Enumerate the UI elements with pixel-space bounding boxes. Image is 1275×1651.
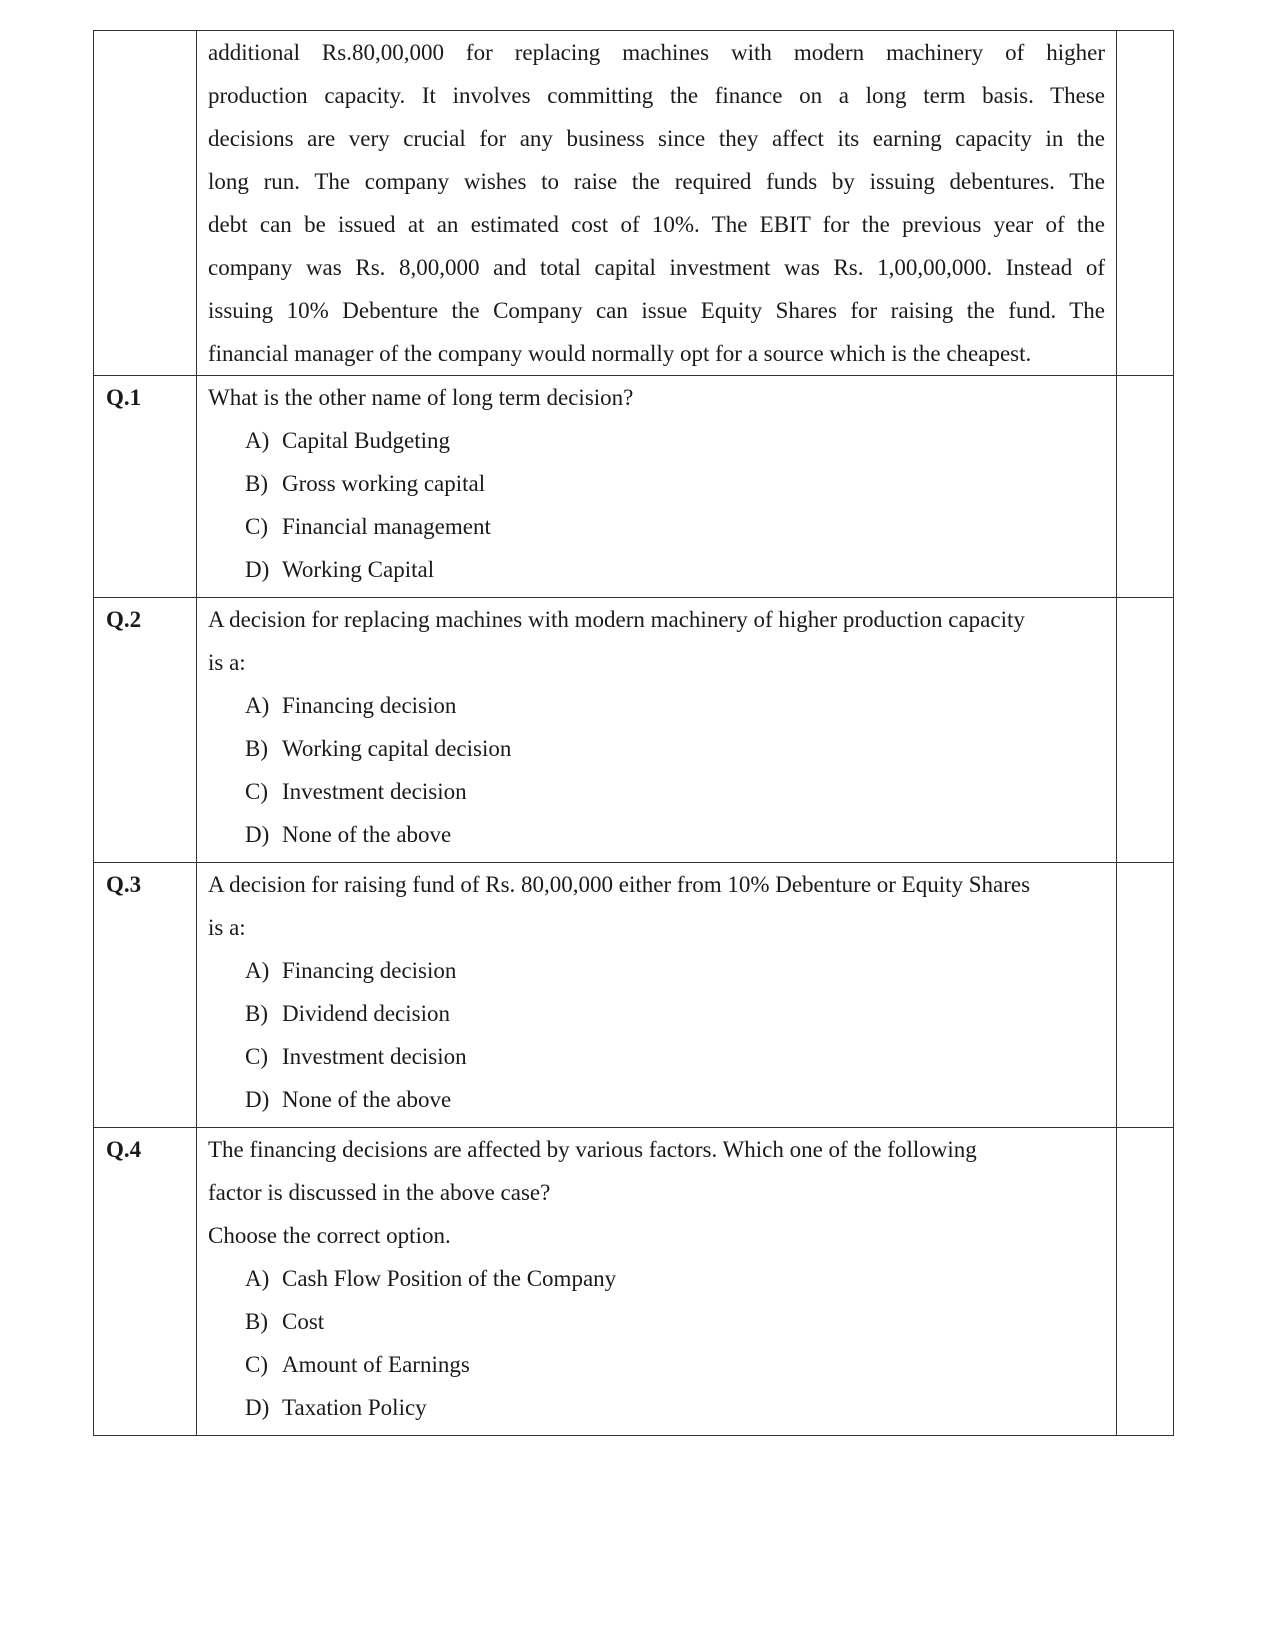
option-a <box>208 1257 1105 1300</box>
option-letter: A) <box>245 693 270 718</box>
option-letter: B) <box>245 736 268 761</box>
passage-line: decisions are very crucial for any business since they affect its earning capacity in the <box>208 126 1105 151</box>
option-letter: C) <box>245 514 268 539</box>
question-body <box>197 598 1117 863</box>
option-text: Financial management <box>282 514 491 539</box>
passage-row <box>94 31 1174 376</box>
marks-cell <box>1117 863 1174 1128</box>
question-row-q2 <box>94 598 1174 863</box>
passage-line: additional Rs.80,00,000 for replacing machines with modern machinery of higher <box>208 40 1105 65</box>
question-text: is a: <box>208 915 246 940</box>
passage-line: debt can be issued at an estimated cost of 10%. The EBIT for the previous year of the <box>208 212 1105 237</box>
option-text: Working capital decision <box>282 736 512 761</box>
passage-line: long run. The company wishes to raise the required funds by issuing debentures. The <box>208 169 1105 194</box>
question-row-q3 <box>94 863 1174 1128</box>
marks-cell <box>1117 598 1174 863</box>
passage-number-cell <box>94 31 197 376</box>
question-table <box>93 30 1174 1436</box>
option-b <box>208 727 1105 770</box>
option-text: Dividend decision <box>282 1001 450 1026</box>
option-text: Investment decision <box>282 779 467 804</box>
option-b <box>208 992 1105 1035</box>
question-number: Q.1 <box>94 376 197 598</box>
passage-line: issuing 10% Debenture the Company can issue Equity Shares for raising the fund. The <box>208 298 1105 323</box>
option-letter: B) <box>245 471 268 496</box>
option-letter: A) <box>245 1266 270 1291</box>
option-text: Capital Budgeting <box>282 428 451 453</box>
marks-cell <box>1117 1128 1174 1436</box>
option-text: Investment decision <box>282 1044 467 1069</box>
option-letter: A) <box>245 958 270 983</box>
option-c <box>208 770 1105 813</box>
option-letter: B) <box>245 1001 268 1026</box>
option-text: Financing decision <box>282 958 457 983</box>
option-text: Working Capital <box>282 557 435 582</box>
option-a <box>208 684 1105 727</box>
option-text: Cost <box>282 1309 325 1334</box>
option-letter: C) <box>245 1044 268 1069</box>
question-number: Q.3 <box>94 863 197 1128</box>
question-text: The financing decisions are affected by various factors. Which one of the following <box>208 1137 977 1162</box>
question-text: A decision for raising fund of Rs. 80,00,000 either from 10% Debenture or Equity Shares <box>208 872 1031 897</box>
option-a <box>208 419 1105 462</box>
option-b <box>208 462 1105 505</box>
option-d <box>208 813 1105 856</box>
option-d <box>208 1386 1105 1429</box>
question-text: factor is discussed in the above case? <box>208 1180 551 1205</box>
passage-line: company was Rs. 8,00,000 and total capital investment was Rs. 1,00,00,000. Instead of <box>208 255 1105 280</box>
option-c <box>208 505 1105 548</box>
passage-line: production capacity. It involves committing the finance on a long term basis. These <box>208 83 1105 108</box>
option-letter: C) <box>245 1352 268 1377</box>
option-a <box>208 949 1105 992</box>
option-letter: D) <box>245 822 270 847</box>
marks-cell <box>1117 31 1174 376</box>
option-letter: B) <box>245 1309 268 1334</box>
question-body <box>197 376 1117 598</box>
option-d <box>208 548 1105 591</box>
option-letter: D) <box>245 1087 270 1112</box>
question-body <box>197 1128 1117 1436</box>
case-passage <box>197 31 1117 376</box>
option-d <box>208 1078 1105 1121</box>
option-text: Cash Flow Position of the Company <box>282 1266 617 1291</box>
question-number: Q.4 <box>94 1128 197 1436</box>
option-letter: C) <box>245 779 268 804</box>
question-body <box>197 863 1117 1128</box>
question-row-q1 <box>94 376 1174 598</box>
question-instruction: Choose the correct option. <box>208 1223 451 1248</box>
question-row-q4 <box>94 1128 1174 1436</box>
option-c <box>208 1035 1105 1078</box>
option-letter: A) <box>245 428 270 453</box>
option-text: None of the above <box>282 822 452 847</box>
option-letter: D) <box>245 1395 270 1420</box>
option-text: Amount of Earnings <box>282 1352 470 1377</box>
option-b <box>208 1300 1105 1343</box>
option-text: Taxation Policy <box>282 1395 427 1420</box>
option-text: Gross working capital <box>282 471 486 496</box>
option-text: None of the above <box>282 1087 452 1112</box>
marks-cell <box>1117 376 1174 598</box>
option-c <box>208 1343 1105 1386</box>
passage-line: financial manager of the company would normally opt for a source which is the cheapest. <box>208 341 1032 366</box>
question-text: is a: <box>208 650 246 675</box>
option-letter: D) <box>245 557 270 582</box>
option-text: Financing decision <box>282 693 457 718</box>
question-text: What is the other name of long term decision? <box>208 385 634 410</box>
question-text: A decision for replacing machines with modern machinery of higher production capacity <box>208 607 1025 632</box>
question-number: Q.2 <box>94 598 197 863</box>
